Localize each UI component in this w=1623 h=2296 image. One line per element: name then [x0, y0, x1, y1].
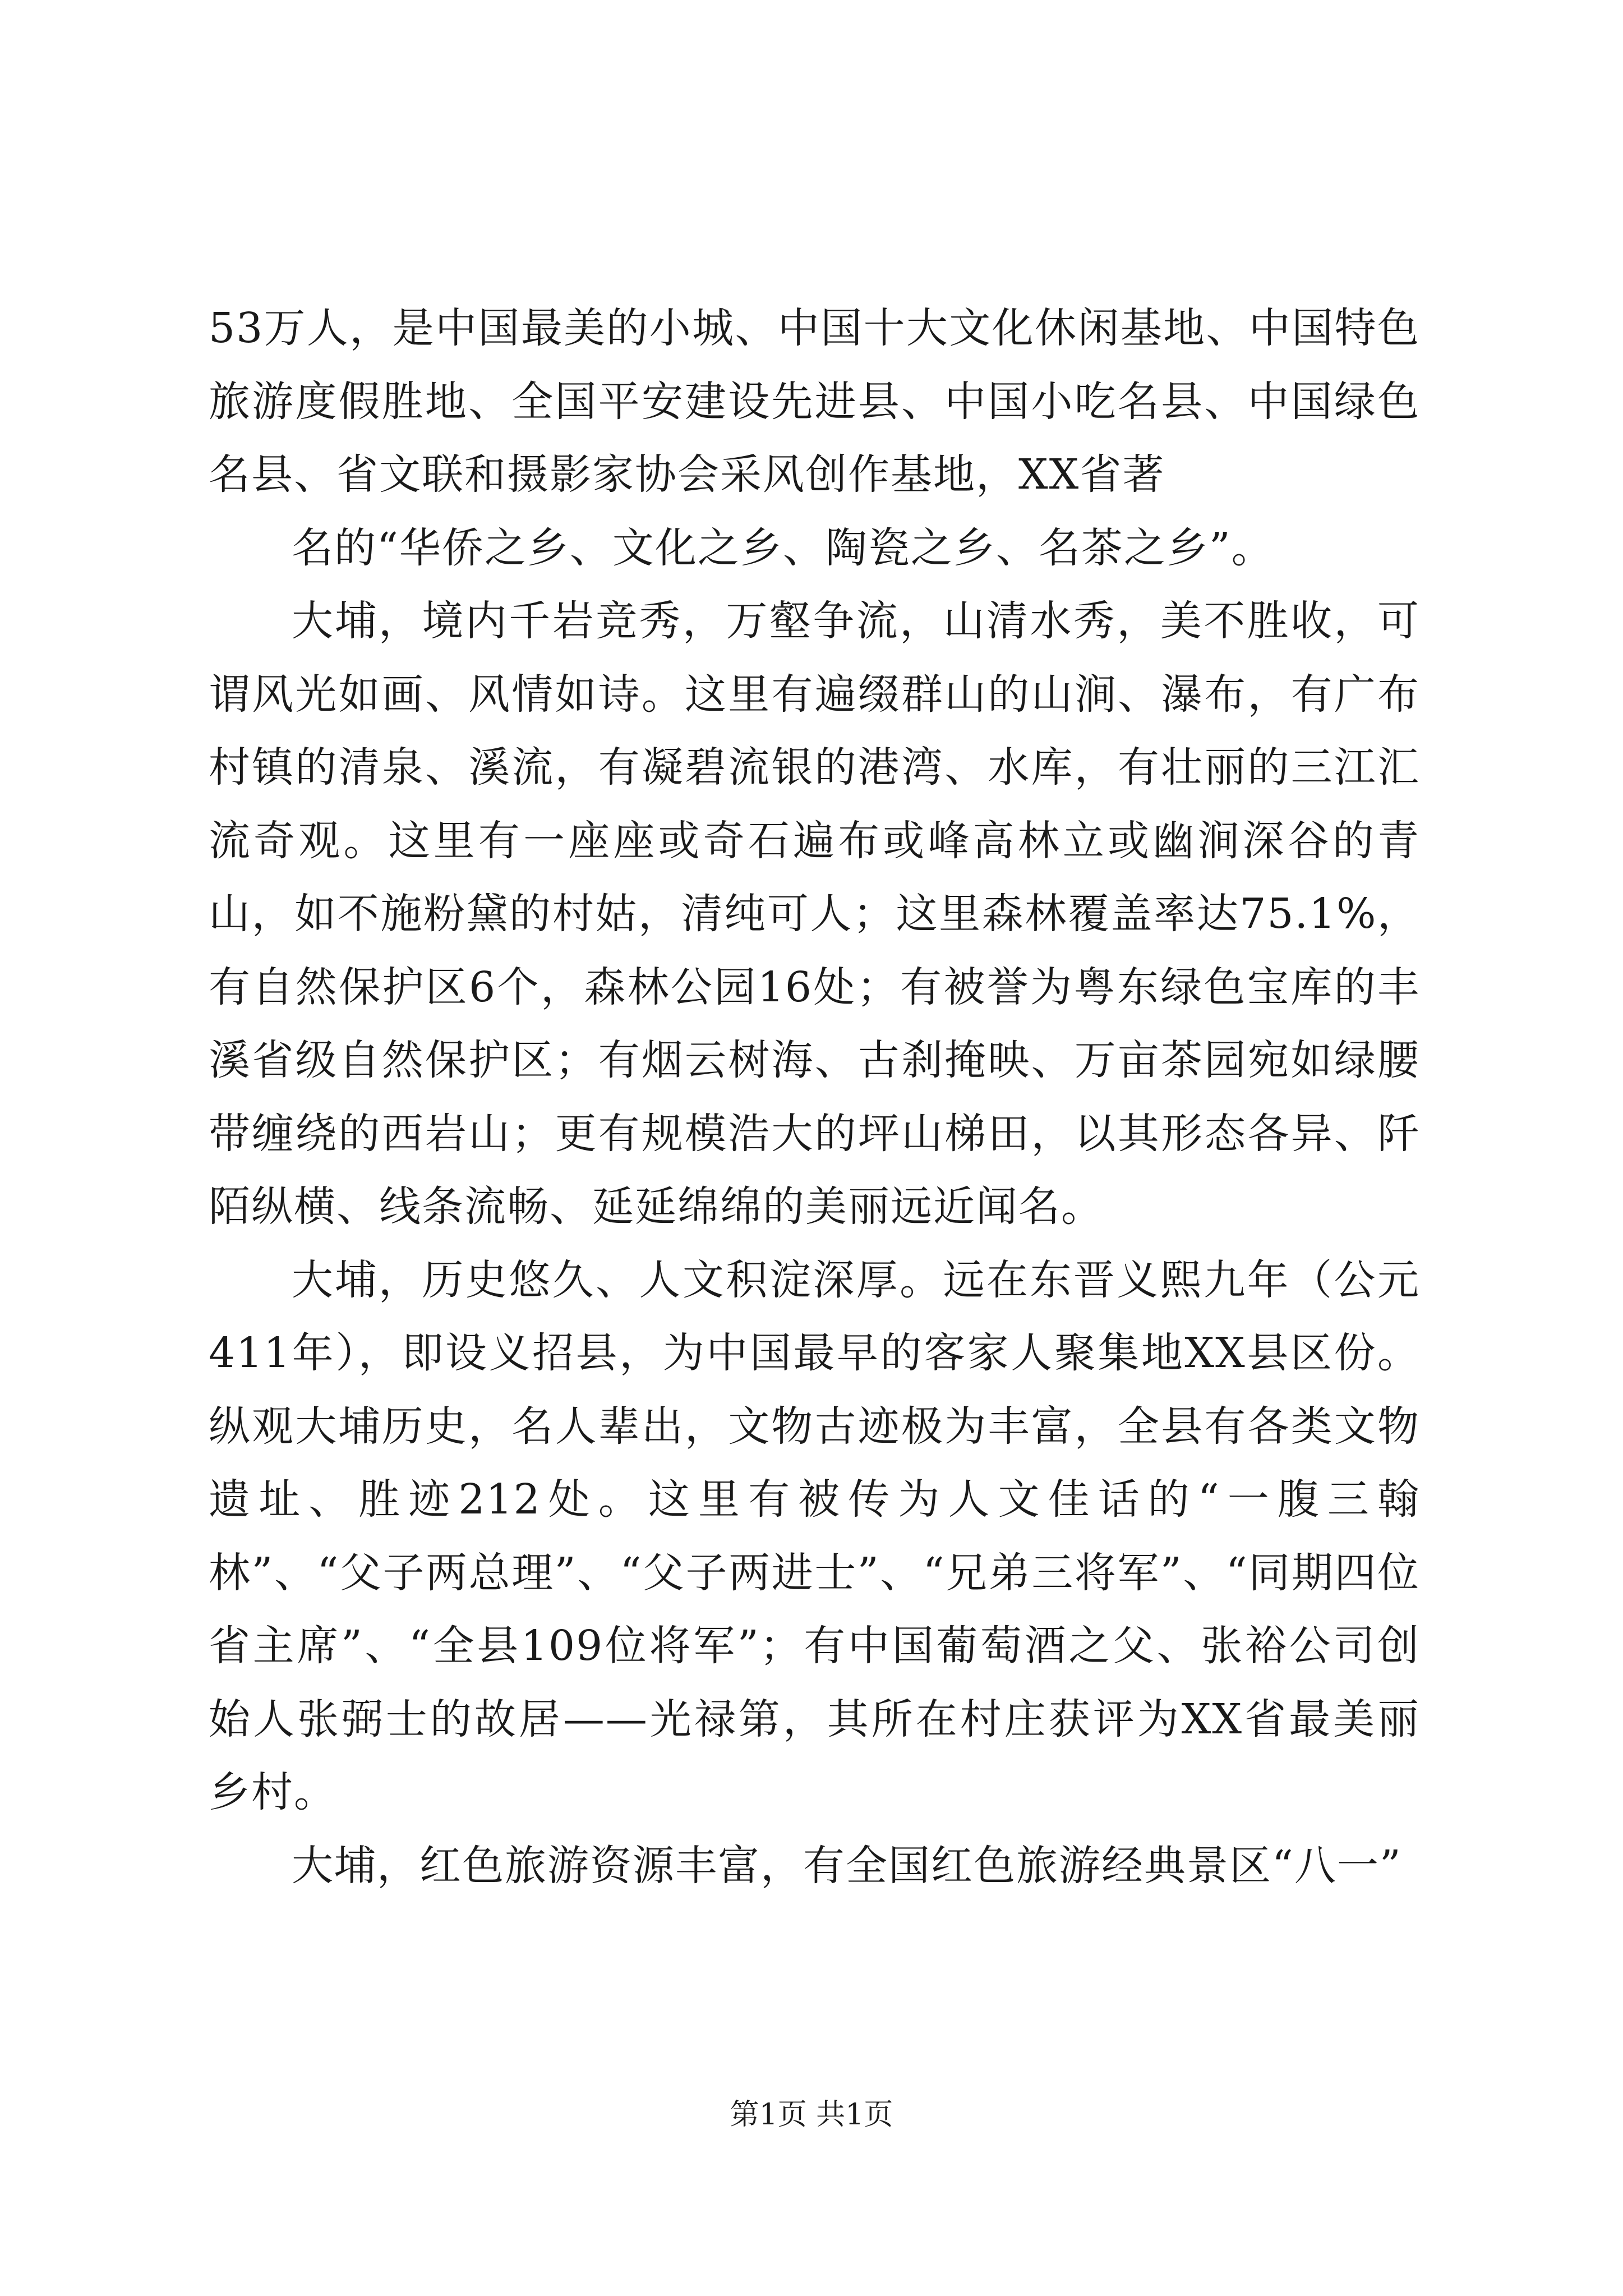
page-footer: 第1页 共1页	[730, 2098, 893, 2132]
paragraph-continuation: 53万人，是中国最美的小城、中国十大文化休闲基地、中国特色旅游度假胜地、全国平安建设先进县、中国小吃名县、中国绿色名县、省文联和摄影家协会采风创作基地，XX省著	[209, 304, 1420, 499]
document-body	[209, 292, 1420, 1902]
paragraph-scenery: 大埔，境内千岩竞秀，万壑争流，山清水秀，美不胜收，可谓风光如画、风情如诗。这里有遍缀群山的山涧、瀑布，有广布村镇的清泉、溪流，有凝碧流银的港湾、水库，有壮丽的三江汇流奇观。这里有一座座或奇石遍布或峰高林立或幽涧深谷的青山，如不施粉黛的村姑，清纯可人；这里森林覆盖率达75.1%，有自然保护区6个，森林公园16处；有被誉为粤东绿色宝库的丰溪省级自然保护区；有烟云树海、古刹掩映、万亩茶园宛如绿腰带缠绕的西岩山；更有规模浩大的坪山梯田，以其形态各异、阡陌纵横、线条流畅、延延绵绵的美丽远近闻名。	[209, 597, 1420, 1231]
paragraph-red-tourism: 大埔，红色旅游资源丰富，有全国红色旅游经典景区“八一”	[292, 1841, 1402, 1890]
paragraph-hometown-titles: 名的“华侨之乡、文化之乡、陶瓷之乡、名茶之乡”。	[292, 523, 1274, 572]
paragraph-history: 大埔，历史悠久、人文积淀深厚。远在东晋义熙九年（公元411年），即设义招县，为中国最早的客家人聚集地XX县区份。纵观大埔历史，名人辈出，文物古迹极为丰富，全县有各类文物遗址、胜迹212处。这里有被传为人文佳话的“一腹三翰林”、“父子两总理”、“父子两进士”、“兄弟三将军”、“同期四位省主席”、“全县109位将军”；有中国葡萄酒之父、张裕公司创始人张弼士的故居——光禄第，其所在村庄获评为XX省最美丽乡村。	[209, 1255, 1420, 1816]
